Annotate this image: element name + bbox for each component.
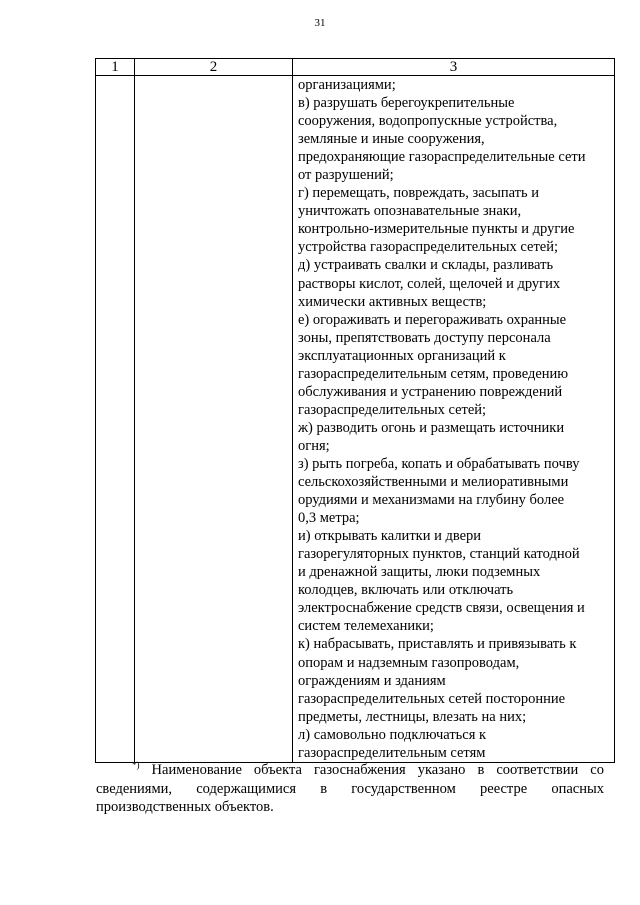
table-row xyxy=(96,76,615,763)
text-line: опорам и надземным газопроводам, xyxy=(298,654,520,671)
text-line: электроснабжение средств связи, освещения и xyxy=(298,600,585,617)
table-cell-col-2 xyxy=(135,76,293,763)
text-line: з) рыть погреба, копать и обрабатывать почву xyxy=(298,455,580,472)
text-line: систем телемеханики; xyxy=(298,618,434,635)
text-line: д) устраивать свалки и склады, разливать xyxy=(298,257,554,274)
text-line: газораспределительным сетям, проведению xyxy=(298,365,569,382)
page-number: 31 xyxy=(314,17,326,29)
text-line: ж) разводить огонь и размещать источники xyxy=(298,419,565,436)
text-line: 0,3 метра; xyxy=(298,510,360,527)
text-line: растворы кислот, солей, щелочей и других xyxy=(298,275,561,292)
text-line: л) самовольно подключаться к xyxy=(298,726,487,743)
text-line: уничтожать опознавательные знаки, xyxy=(298,203,522,220)
text-line: сельскохозяйственными и мелиоративными xyxy=(298,474,569,491)
table-cell-col-3 xyxy=(293,76,615,763)
text-line: г) перемещать, повреждать, засыпать и xyxy=(298,185,540,202)
table-cell-col-1 xyxy=(96,76,135,763)
text-line: сооружения, водопропускные устройства, xyxy=(298,113,558,130)
text-line: колодцев, включать или отключать xyxy=(298,582,514,599)
footnote-line: производственных объектов. xyxy=(96,799,274,815)
text-line: газораспределительным сетям xyxy=(298,744,486,761)
text-line: земляные и иные сооружения, xyxy=(298,131,485,148)
text-line: организациями; xyxy=(298,77,396,93)
table-header-row xyxy=(96,59,615,76)
footnote xyxy=(96,761,604,817)
text-line: е) огораживать и перегораживать охранные xyxy=(298,311,567,328)
text-line: огня; xyxy=(298,437,330,454)
text-line: контрольно-измерительные пункты и другие xyxy=(298,221,575,238)
header-col-2: 2 xyxy=(135,59,293,76)
footnote-text: Наименование объекта газоснабжения указано в соответствии со xyxy=(151,762,604,778)
text-line: газораспределительных сетей; xyxy=(298,401,487,418)
text-line: предохраняющие газораспределительные сети xyxy=(298,149,586,166)
text-line: и дренажной защиты, люки подземных xyxy=(298,564,541,581)
header-col-3: 3 xyxy=(293,59,615,76)
text-line: эксплуатационных организаций к xyxy=(298,347,506,364)
text-line: к) набрасывать, приставлять и привязывать к xyxy=(298,636,577,653)
text-line: и) открывать калитки и двери xyxy=(298,528,482,545)
text-line: устройства газораспределительных сетей; xyxy=(298,239,559,256)
text-line: предметы, лестницы, влезать на них; xyxy=(298,708,527,725)
text-line: от разрушений; xyxy=(298,167,394,184)
requirements-table xyxy=(95,58,615,763)
text-line: орудиями и механизмами на глубину более xyxy=(298,492,565,509)
text-line: в) разрушать берегоукрепительные xyxy=(298,95,515,112)
text-line: газорегуляторных пунктов, станций катодной xyxy=(298,546,580,563)
text-line: зоны, препятствовать доступу персонала xyxy=(298,329,551,346)
text-line: обслуживания и устранению повреждений xyxy=(298,383,563,400)
footnote-line: сведениями, содержащимися в государственном реестре опасных xyxy=(96,780,604,797)
header-col-1: 1 xyxy=(96,59,135,76)
text-line: химически активных веществ; xyxy=(298,293,487,310)
text-line: газораспределительных сетей посторонние xyxy=(298,690,566,707)
footnote-line xyxy=(96,761,604,780)
text-line: ограждениям и зданиям xyxy=(298,672,446,689)
footnote-marker: *) xyxy=(132,760,140,771)
